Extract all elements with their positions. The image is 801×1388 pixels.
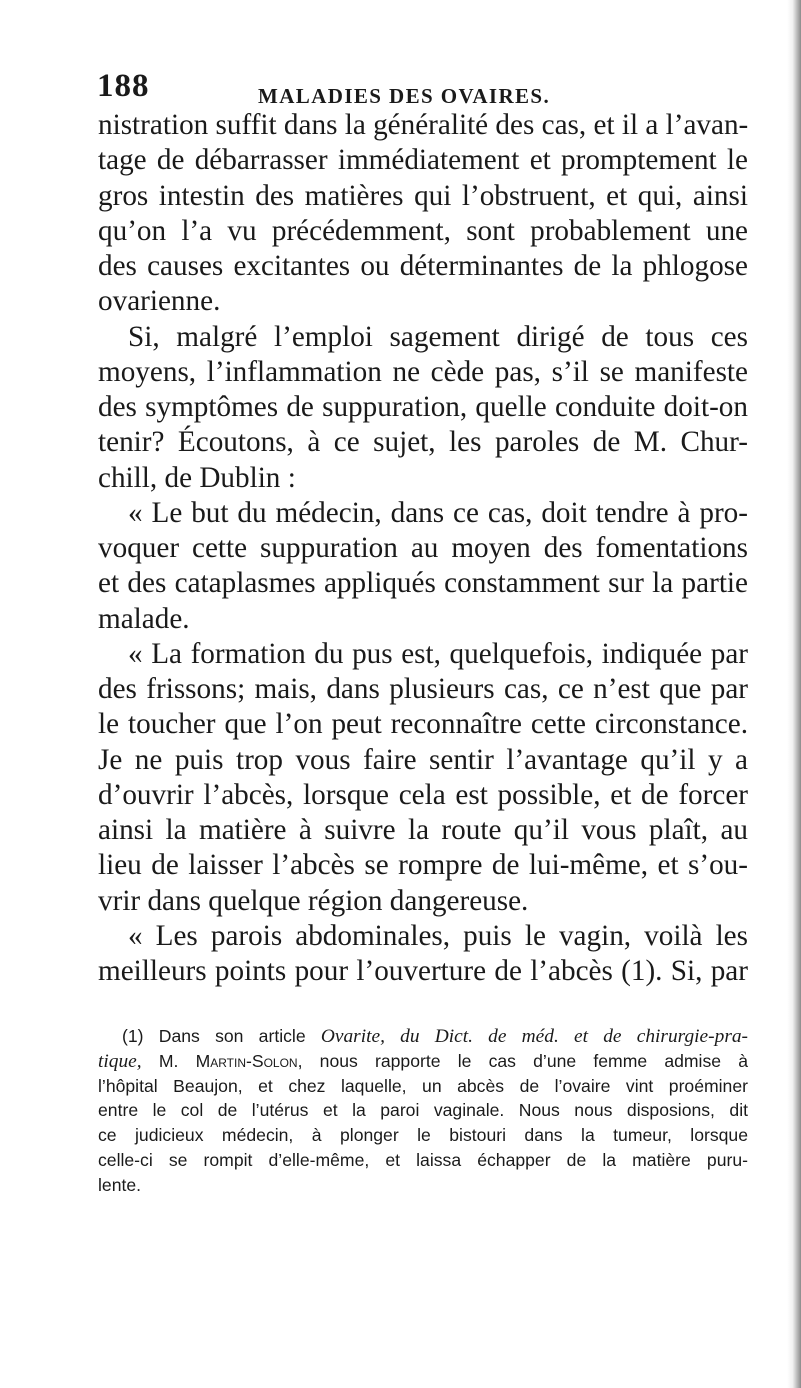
text-line: tenir? Écoutons, à ce sujet, les paroles de M. Chur- — [98, 426, 748, 459]
body-text — [98, 108, 748, 989]
page-edge-shadow — [787, 0, 801, 1388]
text-line: ovarienne. — [98, 285, 221, 318]
footnote-citation: Ovarite, du Dict. de méd. et de chirurgie-pra- — [320, 1026, 749, 1047]
text-line: voquer cette suppuration au moyen des fomentations — [98, 532, 748, 564]
running-head — [97, 68, 747, 108]
text-line: meilleurs points pour l’ouverture de l’abcès (1). Si, par — [98, 955, 748, 987]
footnote-line: lente. — [98, 1174, 142, 1195]
text-line: chill, de Dublin : — [98, 461, 296, 494]
footnote-marker: (1) — [122, 1026, 144, 1046]
text-line: tage de débarrasser immédiatement et promptement le — [98, 144, 748, 177]
running-title: MALADIES DES OVAIRES. — [258, 84, 551, 108]
footnote-line-rest: , nous rapporte le cas d’une femme admise à — [297, 1050, 748, 1071]
text-line: Si, malgré l’emploi sagement dirigé de tous ces — [128, 320, 748, 353]
text-line: gros intestin des matières qui l’obstruent, et qui, ainsi — [98, 179, 748, 212]
text-line: ainsi la matière à suivre la route qu’il vous plaît, au — [98, 814, 748, 846]
text-line: « Les parois abdominales, puis le vagin, voilà les — [128, 919, 748, 952]
text-line: et des cataplasmes appliqués constamment sur la partie — [98, 567, 748, 600]
text-line: « La formation du pus est, quelquefois, indiquée par — [128, 637, 748, 670]
footnote — [98, 1024, 748, 1198]
footnote-line: ce judicieux médecin, à plonger le bistouri dans la tumeur, lorsque — [98, 1125, 748, 1146]
text-line: d’ouvrir l’abcès, lorsque cela est possible, et de forcer — [98, 778, 748, 811]
text-line: « Le but du médecin, dans ce cas, doit tendre à pro- — [128, 496, 748, 529]
page-number: 188 — [97, 68, 150, 104]
footnote-citation-sep: , — [136, 1050, 142, 1072]
text-line: lieu de laisser l’abcès se rompre de lui-même, et s’ou- — [98, 849, 748, 882]
text-line: des frissons; mais, dans plusieurs cas, ce n’est que par — [98, 673, 748, 705]
text-line: moyens, l’inflammation ne cède pas, s’il se manifeste — [98, 355, 748, 388]
footnote-line: entre le col de l’utérus et la paroi vaginale. Nous nous disposions, dit — [98, 1100, 748, 1121]
footnote-line: l’hôpital Beaujon, et chez laquelle, un abcès de l’ovaire vint proéminer — [98, 1075, 748, 1096]
footnote-intro: Dans son article — [158, 1026, 306, 1046]
text-line: qu’on l’a vu précédemment, sont probablement une — [98, 214, 748, 247]
footnote-line: celle-ci se rompit d’elle-même, et laissa échapper de la matière puru- — [98, 1149, 748, 1170]
footnote-line — [98, 1024, 748, 1049]
text-line: des causes excitantes ou déterminantes de la phlogose — [98, 250, 748, 282]
text-line: vrir dans quelque région dangereuse. — [98, 884, 529, 917]
text-line: nistration suffit dans la généralité des cas, et il a l’avan- — [98, 109, 749, 141]
text-line: le toucher que l’on peut reconnaître cette circonstance. — [98, 708, 748, 741]
text-line: malade. — [98, 602, 190, 635]
text-line: des symptômes de suppuration, quelle conduite doit-on — [98, 391, 748, 423]
footnote-author-prefix: M. — [158, 1050, 179, 1071]
footnote-citation-end: tique — [98, 1050, 137, 1072]
footnote-line — [98, 1049, 748, 1074]
text-line: Je ne puis trop vous faire sentir l’avantage qu’il y a — [98, 743, 748, 776]
footnote-author: Martin-Solon — [195, 1050, 298, 1071]
